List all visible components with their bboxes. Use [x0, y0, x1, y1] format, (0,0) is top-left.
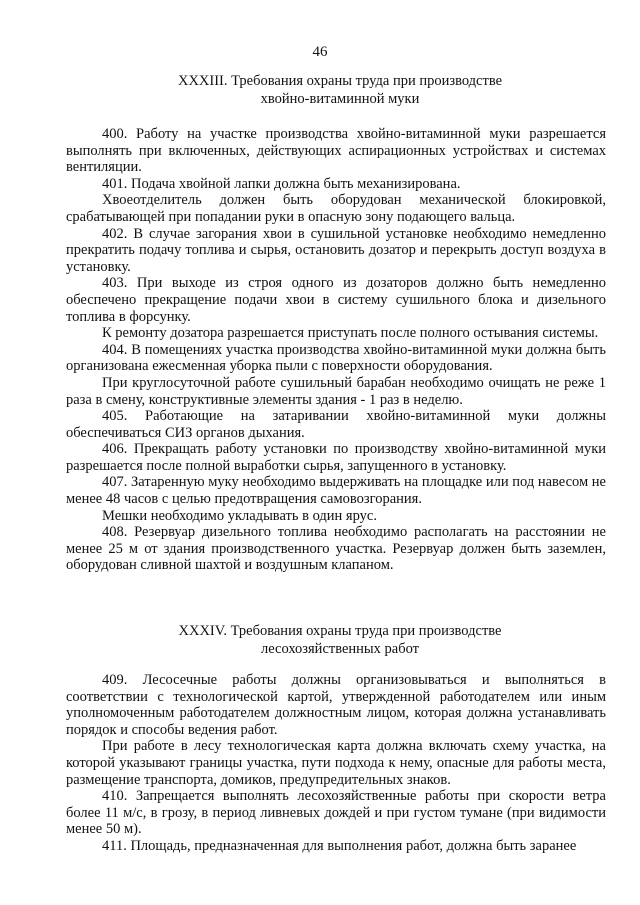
- paragraph-401-cont: Хвоеотделитель должен быть оборудован механической блокировкой, срабатывающей при попадании руки в опасную зону подающего вальца.: [66, 192, 606, 225]
- paragraph-408: 408. Резервуар дизельного топлива необходимо располагать на расстоянии не менее 25 м от здания производственного участка. Резервуар должен быть заземлен, оборудован сливной шахтой и воздушным клапаном.: [66, 524, 606, 574]
- section-heading-33: [60, 72, 620, 108]
- paragraph-409-cont: При работе в лесу технологическая карта должна включать схему участка, на которой указывают границы участка, пути подхода к нему, опасные для работы места, размещение транспорта, домиков, предупредительных знаков.: [66, 738, 606, 788]
- section-heading-33-line2: хвойно-витаминной муки: [260, 91, 420, 107]
- page-number: 46: [312, 44, 328, 60]
- paragraph-404: 404. В помещениях участка производства хвойно-витаминной муки должна быть организована ежесменная уборка пыли с поверхности оборудования.: [66, 341, 606, 375]
- paragraph-401: 401. Подача хвойной лапки должна быть механизирована.: [102, 175, 461, 192]
- paragraph-410: 410. Запрещается выполнять лесохозяйственные работы при скорости ветра более 11 м/с, в грозу, в период ливневых дождей и при густом тумане (при видимости менее 50 м).: [66, 788, 606, 838]
- paragraph-409: 409. Лесосечные работы должны организовываться и выполняться в соответствии с технологической картой, утвержденной работодателем или иным уполномоченным работодателем должностным лицом, которая должна устанавливать порядок и способы ведения работ.: [66, 672, 606, 738]
- paragraph-402: 402. В случае загорания хвои в сушильной установке необходимо немедленно прекратить подачу топлива и сырья, остановить дозатор и перекрыть доступ воздуха в установку.: [66, 225, 606, 275]
- section-heading-33-line1: XXXIII. Требования охраны труда при производстве: [177, 73, 503, 89]
- paragraph-407: 407. Затаренную муку необходимо выдерживать на площадке или под навесом не менее 48 часов с целью предотвращения самовозгорания.: [66, 474, 606, 508]
- section-heading-34: [60, 622, 620, 658]
- paragraph-405: 405. Работающие на затаривании хвойно-витаминной муки должны обеспечиваться СИЗ органов дыхания.: [66, 408, 606, 441]
- paragraph-403-cont: К ремонту дозатора разрешается приступать после полного остывания системы.: [102, 325, 599, 342]
- paragraph-404-cont: При круглосуточной работе сушильный барабан необходимо очищать не реже 1 раза в смену, конструктивные элементы здания - 1 раз в неделю.: [66, 374, 606, 408]
- section-heading-34-line1: XXXIV. Требования охраны труда при производстве: [178, 623, 502, 639]
- paragraph-411: 411. Площадь, предназначенная для выполнения работ, должна быть заранее: [102, 837, 577, 854]
- paragraph-400: 400. Работу на участке производства хвойно-витаминной муки разрешается выполнять при включенных, действующих аспирационных устройствах и системах вентиляции.: [66, 126, 606, 176]
- paragraph-403: 403. При выходе из строя одного из дозаторов должно быть немедленно обеспечено прекращение подачи хвои в систему сушильного блока и дизельного топлива в форсунку.: [66, 275, 606, 325]
- paragraph-407-cont: Мешки необходимо укладывать в один ярус.: [102, 507, 377, 524]
- section-heading-34-line2: лесохозяйственных работ: [260, 641, 420, 657]
- section-33-body: [66, 126, 606, 574]
- paragraph-406: 406. Прекращать работу установки по производству хвойно-витаминной муки разрешается после полной выработки сырья, запущенного в установку.: [66, 441, 606, 474]
- section-34-body: [66, 672, 606, 855]
